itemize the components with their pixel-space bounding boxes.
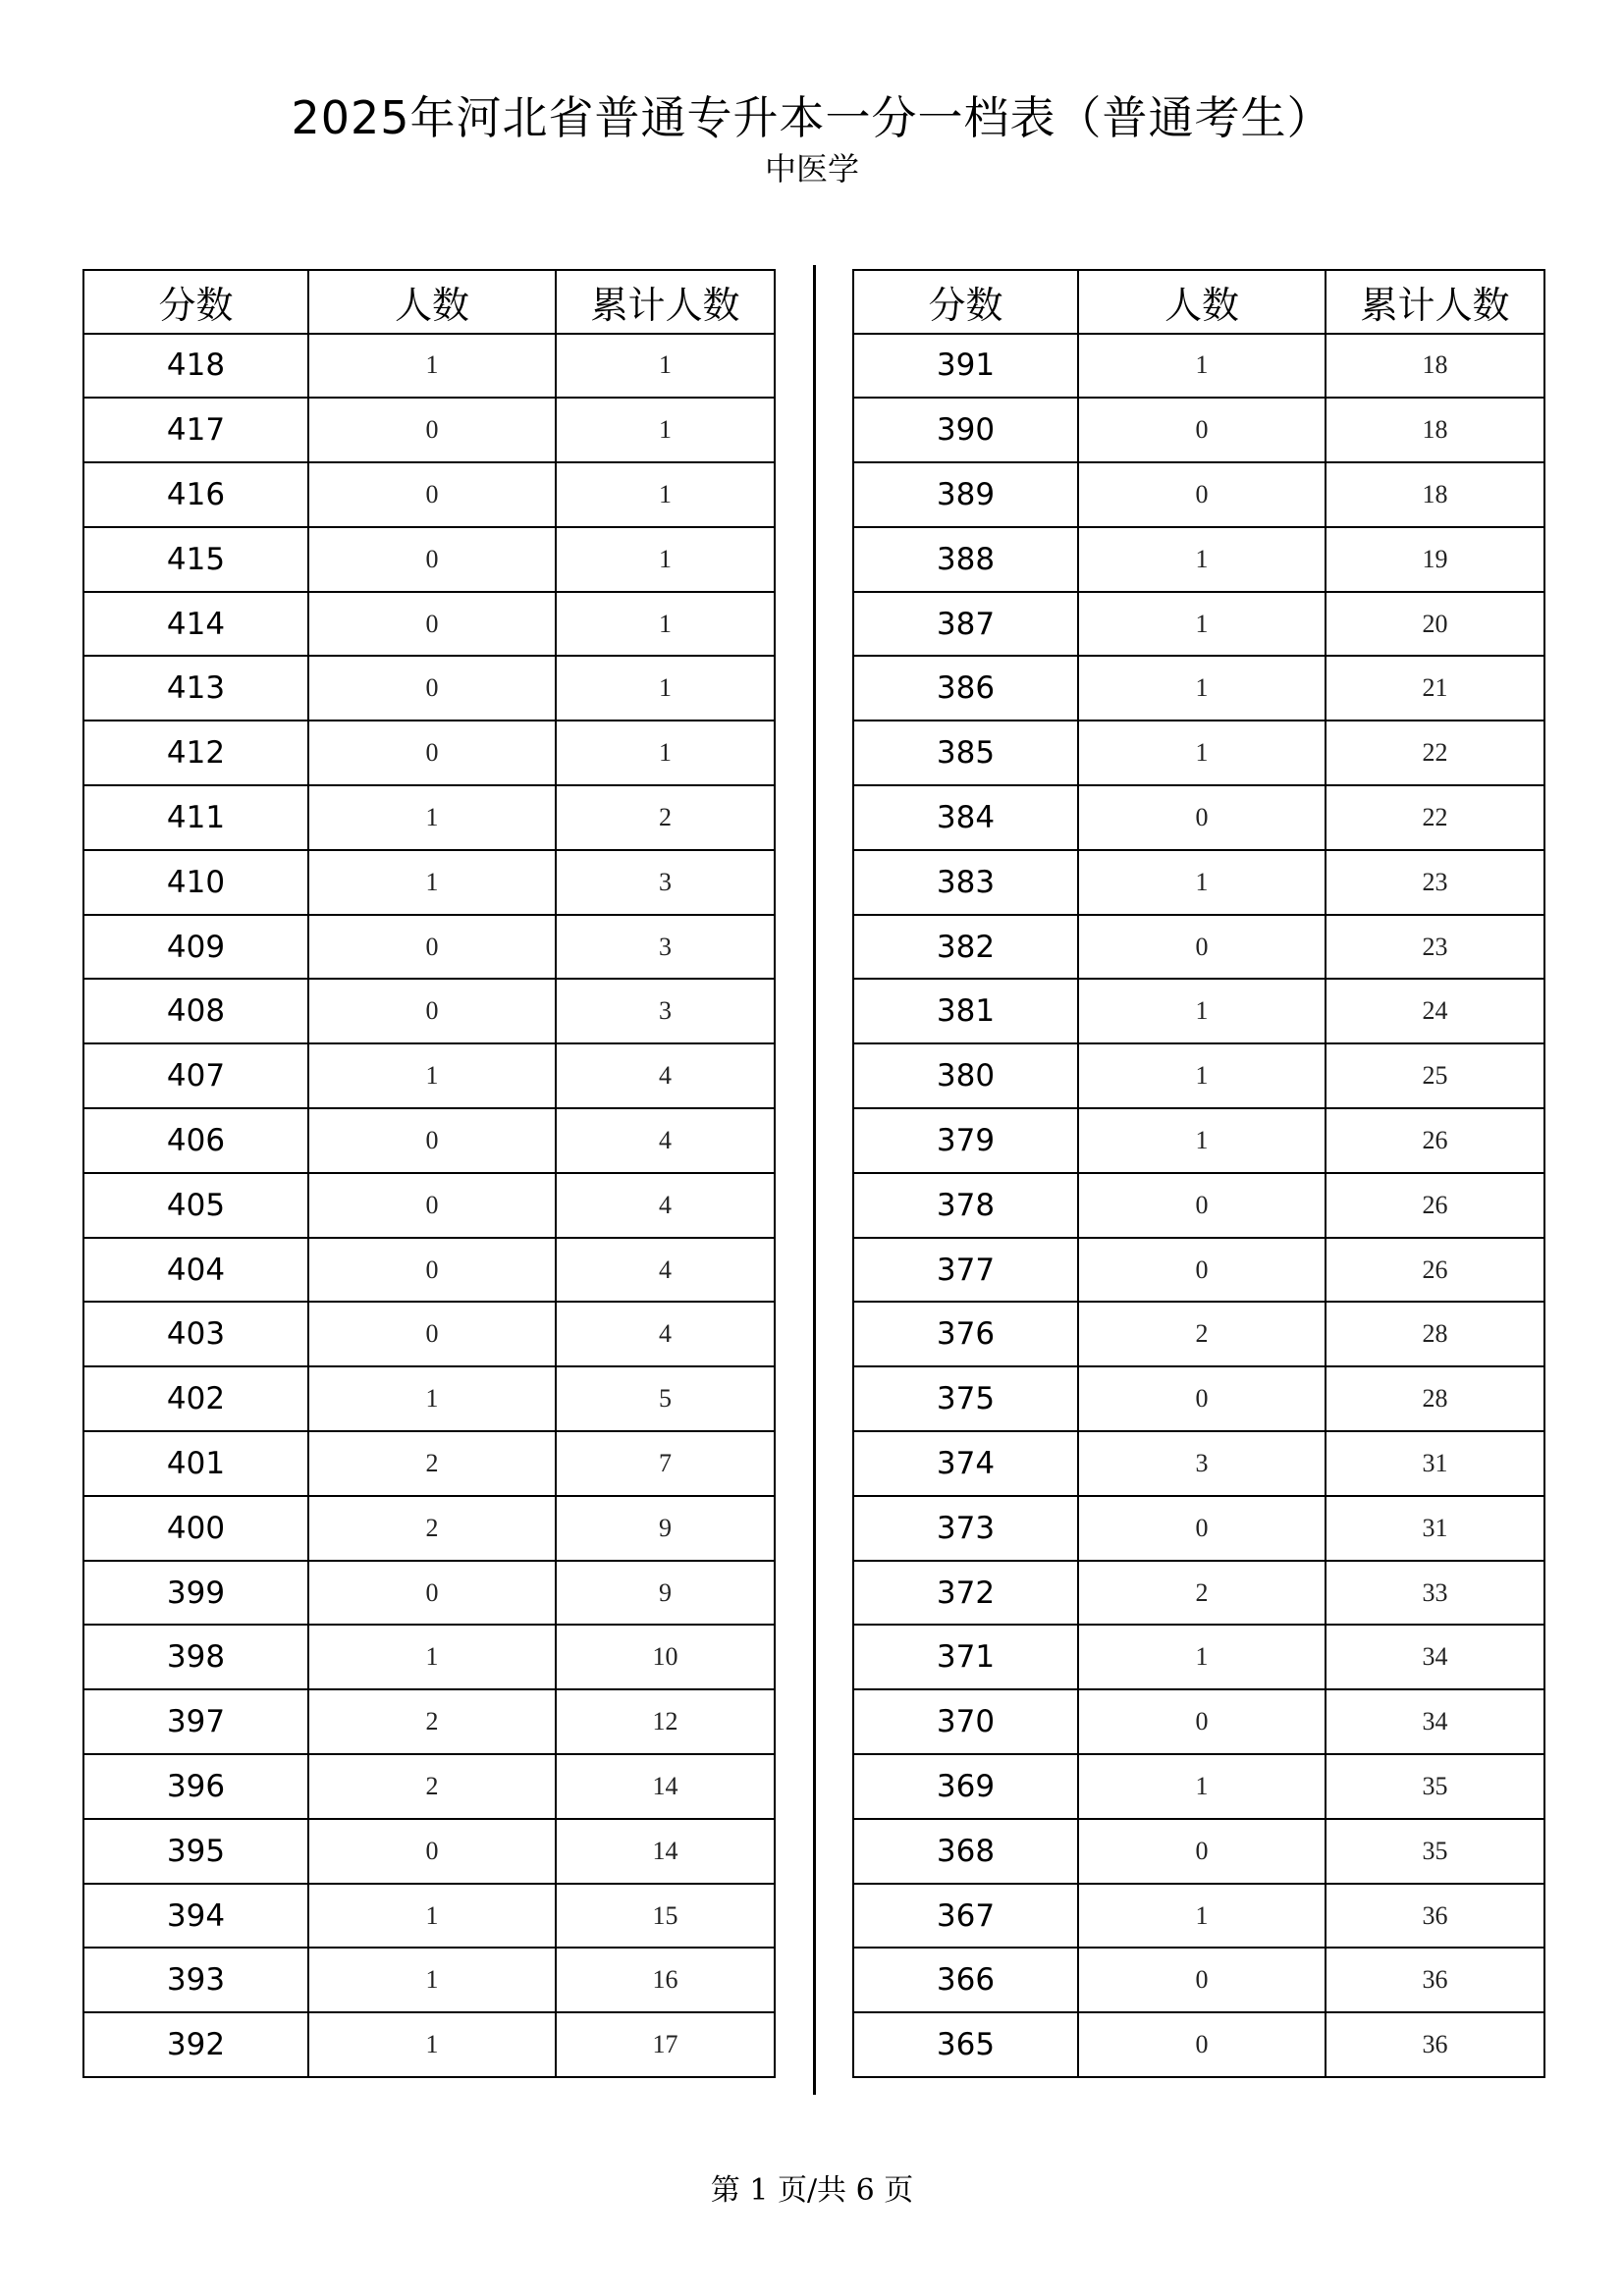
table-row <box>83 2012 775 2077</box>
table-row <box>853 1884 1544 1949</box>
table-row <box>83 656 775 721</box>
cumulative-cell: 16 <box>556 1948 775 2012</box>
score-cell: 387 <box>853 592 1078 657</box>
score-cell: 383 <box>853 850 1078 915</box>
table-row <box>853 1754 1544 1819</box>
count-cell: 0 <box>308 398 556 462</box>
score-cell: 408 <box>83 979 308 1043</box>
cumulative-cell: 12 <box>556 1689 775 1754</box>
count-cell: 1 <box>1078 527 1326 592</box>
cumulative-cell: 14 <box>556 1754 775 1819</box>
cumulative-cell: 35 <box>1326 1754 1544 1819</box>
table-row <box>83 1625 775 1689</box>
score-cell: 415 <box>83 527 308 592</box>
count-cell: 0 <box>308 1819 556 1884</box>
table-row <box>83 1431 775 1496</box>
header-count: 人数 <box>308 270 556 334</box>
count-cell: 0 <box>308 1238 556 1303</box>
score-cell: 378 <box>853 1173 1078 1238</box>
cumulative-cell: 20 <box>1326 592 1544 657</box>
cumulative-cell: 4 <box>556 1108 775 1173</box>
count-cell: 0 <box>308 721 556 785</box>
count-cell: 0 <box>1078 915 1326 980</box>
score-cell: 418 <box>83 334 308 399</box>
count-cell: 1 <box>1078 656 1326 721</box>
table-row <box>83 1302 775 1366</box>
table-row <box>853 1431 1544 1496</box>
cumulative-cell: 35 <box>1326 1819 1544 1884</box>
table-row <box>853 850 1544 915</box>
cumulative-cell: 23 <box>1326 850 1544 915</box>
table-row <box>83 1689 775 1754</box>
header-score: 分数 <box>83 270 308 334</box>
table-row <box>83 785 775 850</box>
cumulative-cell: 22 <box>1326 785 1544 850</box>
count-cell: 3 <box>1078 1431 1326 1496</box>
score-cell: 398 <box>83 1625 308 1689</box>
cumulative-cell: 31 <box>1326 1496 1544 1561</box>
table-row <box>853 462 1544 527</box>
cumulative-cell: 4 <box>556 1173 775 1238</box>
table-row <box>853 1819 1544 1884</box>
header-count: 人数 <box>1078 270 1326 334</box>
count-cell: 1 <box>308 1625 556 1689</box>
cumulative-cell: 9 <box>556 1496 775 1561</box>
cumulative-cell: 9 <box>556 1561 775 1626</box>
score-cell: 370 <box>853 1689 1078 1754</box>
count-cell: 0 <box>1078 398 1326 462</box>
score-cell: 393 <box>83 1948 308 2012</box>
count-cell: 0 <box>1078 1689 1326 1754</box>
table-row <box>83 721 775 785</box>
table-row <box>83 398 775 462</box>
count-cell: 1 <box>308 1948 556 2012</box>
cumulative-cell: 26 <box>1326 1173 1544 1238</box>
count-cell: 2 <box>308 1754 556 1819</box>
score-cell: 406 <box>83 1108 308 1173</box>
count-cell: 1 <box>1078 721 1326 785</box>
header-score: 分数 <box>853 270 1078 334</box>
table-row <box>83 1948 775 2012</box>
score-cell: 372 <box>853 1561 1078 1626</box>
score-cell: 396 <box>83 1754 308 1819</box>
table-row <box>853 1496 1544 1561</box>
score-cell: 399 <box>83 1561 308 1626</box>
count-cell: 1 <box>1078 850 1326 915</box>
table-row <box>853 1173 1544 1238</box>
count-cell: 1 <box>308 785 556 850</box>
count-cell: 0 <box>308 979 556 1043</box>
count-cell: 0 <box>308 656 556 721</box>
count-cell: 0 <box>1078 1496 1326 1561</box>
count-cell: 0 <box>308 592 556 657</box>
score-cell: 369 <box>853 1754 1078 1819</box>
score-cell: 400 <box>83 1496 308 1561</box>
count-cell: 2 <box>1078 1302 1326 1366</box>
cumulative-cell: 36 <box>1326 2012 1544 2077</box>
count-cell: 2 <box>308 1431 556 1496</box>
table-row <box>853 721 1544 785</box>
header-cumulative: 累计人数 <box>1326 270 1544 334</box>
score-cell: 413 <box>83 656 308 721</box>
count-cell: 1 <box>1078 1043 1326 1108</box>
score-cell: 375 <box>853 1366 1078 1431</box>
count-cell: 0 <box>308 527 556 592</box>
score-cell: 407 <box>83 1043 308 1108</box>
table-row <box>83 1819 775 1884</box>
score-cell: 404 <box>83 1238 308 1303</box>
cumulative-cell: 26 <box>1326 1108 1544 1173</box>
column-divider <box>813 265 816 2095</box>
cumulative-cell: 19 <box>1326 527 1544 592</box>
count-cell: 0 <box>308 915 556 980</box>
page-footer: 第 1 页/共 6 页 <box>710 2173 914 2208</box>
table-row <box>853 1689 1544 1754</box>
cumulative-cell: 1 <box>556 334 775 399</box>
cumulative-cell: 21 <box>1326 656 1544 721</box>
score-cell: 382 <box>853 915 1078 980</box>
table-row <box>83 1496 775 1561</box>
count-cell: 1 <box>308 2012 556 2077</box>
count-cell: 0 <box>1078 1238 1326 1303</box>
count-cell: 1 <box>308 1043 556 1108</box>
score-cell: 385 <box>853 721 1078 785</box>
table-header-row <box>83 270 775 334</box>
cumulative-cell: 18 <box>1326 398 1544 462</box>
table-row <box>853 979 1544 1043</box>
cumulative-cell: 1 <box>556 592 775 657</box>
table-row <box>853 1625 1544 1689</box>
cumulative-cell: 26 <box>1326 1238 1544 1303</box>
count-cell: 1 <box>308 1884 556 1949</box>
score-cell: 417 <box>83 398 308 462</box>
table-row <box>853 1108 1544 1173</box>
score-cell: 391 <box>853 334 1078 399</box>
score-cell: 386 <box>853 656 1078 721</box>
table-row <box>853 915 1544 980</box>
table-row <box>853 1302 1544 1366</box>
score-cell: 377 <box>853 1238 1078 1303</box>
count-cell: 1 <box>1078 1625 1326 1689</box>
cumulative-cell: 17 <box>556 2012 775 2077</box>
score-cell: 388 <box>853 527 1078 592</box>
count-cell: 1 <box>308 1366 556 1431</box>
count-cell: 0 <box>308 1108 556 1173</box>
cumulative-cell: 34 <box>1326 1625 1544 1689</box>
table-row <box>83 592 775 657</box>
page-title: 2025年河北省普通专升本一分一档表（普通考生） <box>291 91 1333 144</box>
table-row <box>853 1043 1544 1108</box>
cumulative-cell: 10 <box>556 1625 775 1689</box>
score-table-left <box>82 269 776 2078</box>
score-cell: 381 <box>853 979 1078 1043</box>
score-cell: 367 <box>853 1884 1078 1949</box>
score-cell: 405 <box>83 1173 308 1238</box>
cumulative-cell: 31 <box>1326 1431 1544 1496</box>
score-cell: 397 <box>83 1689 308 1754</box>
count-cell: 1 <box>308 850 556 915</box>
count-cell: 0 <box>308 1561 556 1626</box>
score-cell: 373 <box>853 1496 1078 1561</box>
cumulative-cell: 1 <box>556 527 775 592</box>
score-cell: 384 <box>853 785 1078 850</box>
count-cell: 0 <box>1078 462 1326 527</box>
cumulative-cell: 24 <box>1326 979 1544 1043</box>
score-cell: 416 <box>83 462 308 527</box>
table-body-right <box>853 334 1544 2078</box>
table-row <box>853 1238 1544 1303</box>
count-cell: 1 <box>1078 1884 1326 1949</box>
count-cell: 1 <box>1078 1108 1326 1173</box>
count-cell: 0 <box>1078 1948 1326 2012</box>
cumulative-cell: 1 <box>556 656 775 721</box>
table-row <box>853 398 1544 462</box>
cumulative-cell: 5 <box>556 1366 775 1431</box>
cumulative-cell: 14 <box>556 1819 775 1884</box>
table-row <box>83 1884 775 1949</box>
cumulative-cell: 28 <box>1326 1366 1544 1431</box>
table-row <box>83 462 775 527</box>
cumulative-cell: 4 <box>556 1302 775 1366</box>
table-row <box>853 334 1544 399</box>
count-cell: 2 <box>1078 1561 1326 1626</box>
score-cell: 410 <box>83 850 308 915</box>
score-cell: 395 <box>83 1819 308 1884</box>
table-row <box>83 1238 775 1303</box>
score-cell: 392 <box>83 2012 308 2077</box>
cumulative-cell: 4 <box>556 1238 775 1303</box>
cumulative-cell: 1 <box>556 721 775 785</box>
cumulative-cell: 4 <box>556 1043 775 1108</box>
cumulative-cell: 7 <box>556 1431 775 1496</box>
count-cell: 0 <box>1078 785 1326 850</box>
count-cell: 1 <box>1078 1754 1326 1819</box>
cumulative-cell: 3 <box>556 915 775 980</box>
count-cell: 1 <box>1078 334 1326 399</box>
table-row <box>853 785 1544 850</box>
count-cell: 0 <box>1078 1173 1326 1238</box>
table-row <box>83 1043 775 1108</box>
table-row <box>83 1561 775 1626</box>
score-cell: 374 <box>853 1431 1078 1496</box>
count-cell: 1 <box>1078 979 1326 1043</box>
score-cell: 394 <box>83 1884 308 1949</box>
score-cell: 401 <box>83 1431 308 1496</box>
table-row <box>853 1561 1544 1626</box>
table-row <box>853 2012 1544 2077</box>
cumulative-cell: 33 <box>1326 1561 1544 1626</box>
table-header-row <box>853 270 1544 334</box>
count-cell: 0 <box>308 1173 556 1238</box>
table-row <box>83 1108 775 1173</box>
table-body-left <box>83 334 775 2078</box>
score-cell: 409 <box>83 915 308 980</box>
cumulative-cell: 3 <box>556 850 775 915</box>
score-cell: 379 <box>853 1108 1078 1173</box>
table-row <box>853 527 1544 592</box>
score-cell: 414 <box>83 592 308 657</box>
table-row <box>83 915 775 980</box>
cumulative-cell: 18 <box>1326 334 1544 399</box>
score-cell: 412 <box>83 721 308 785</box>
cumulative-cell: 18 <box>1326 462 1544 527</box>
table-row <box>853 1366 1544 1431</box>
count-cell: 1 <box>1078 592 1326 657</box>
cumulative-cell: 36 <box>1326 1948 1544 2012</box>
cumulative-cell: 15 <box>556 1884 775 1949</box>
cumulative-cell: 23 <box>1326 915 1544 980</box>
score-table-right <box>852 269 1545 2078</box>
score-cell: 390 <box>853 398 1078 462</box>
table-row <box>83 1173 775 1238</box>
count-cell: 1 <box>308 334 556 399</box>
score-cell: 389 <box>853 462 1078 527</box>
cumulative-cell: 1 <box>556 398 775 462</box>
table-row <box>83 1754 775 1819</box>
table-row <box>83 850 775 915</box>
table-row <box>83 979 775 1043</box>
count-cell: 0 <box>1078 1366 1326 1431</box>
table-row <box>83 334 775 399</box>
cumulative-cell: 1 <box>556 462 775 527</box>
score-cell: 368 <box>853 1819 1078 1884</box>
count-cell: 2 <box>308 1496 556 1561</box>
table-row <box>83 1366 775 1431</box>
score-cell: 380 <box>853 1043 1078 1108</box>
cumulative-cell: 25 <box>1326 1043 1544 1108</box>
header-cumulative: 累计人数 <box>556 270 775 334</box>
cumulative-cell: 28 <box>1326 1302 1544 1366</box>
cumulative-cell: 36 <box>1326 1884 1544 1949</box>
score-cell: 366 <box>853 1948 1078 2012</box>
count-cell: 0 <box>308 1302 556 1366</box>
score-cell: 376 <box>853 1302 1078 1366</box>
cumulative-cell: 2 <box>556 785 775 850</box>
score-cell: 403 <box>83 1302 308 1366</box>
table-row <box>853 656 1544 721</box>
count-cell: 2 <box>308 1689 556 1754</box>
count-cell: 0 <box>1078 1819 1326 1884</box>
table-row <box>853 592 1544 657</box>
score-cell: 371 <box>853 1625 1078 1689</box>
table-row <box>853 1948 1544 2012</box>
page-subtitle: 中医学 <box>764 150 859 187</box>
table-row <box>83 527 775 592</box>
score-cell: 411 <box>83 785 308 850</box>
count-cell: 0 <box>1078 2012 1326 2077</box>
count-cell: 0 <box>308 462 556 527</box>
score-cell: 402 <box>83 1366 308 1431</box>
cumulative-cell: 22 <box>1326 721 1544 785</box>
cumulative-cell: 3 <box>556 979 775 1043</box>
cumulative-cell: 34 <box>1326 1689 1544 1754</box>
score-cell: 365 <box>853 2012 1078 2077</box>
